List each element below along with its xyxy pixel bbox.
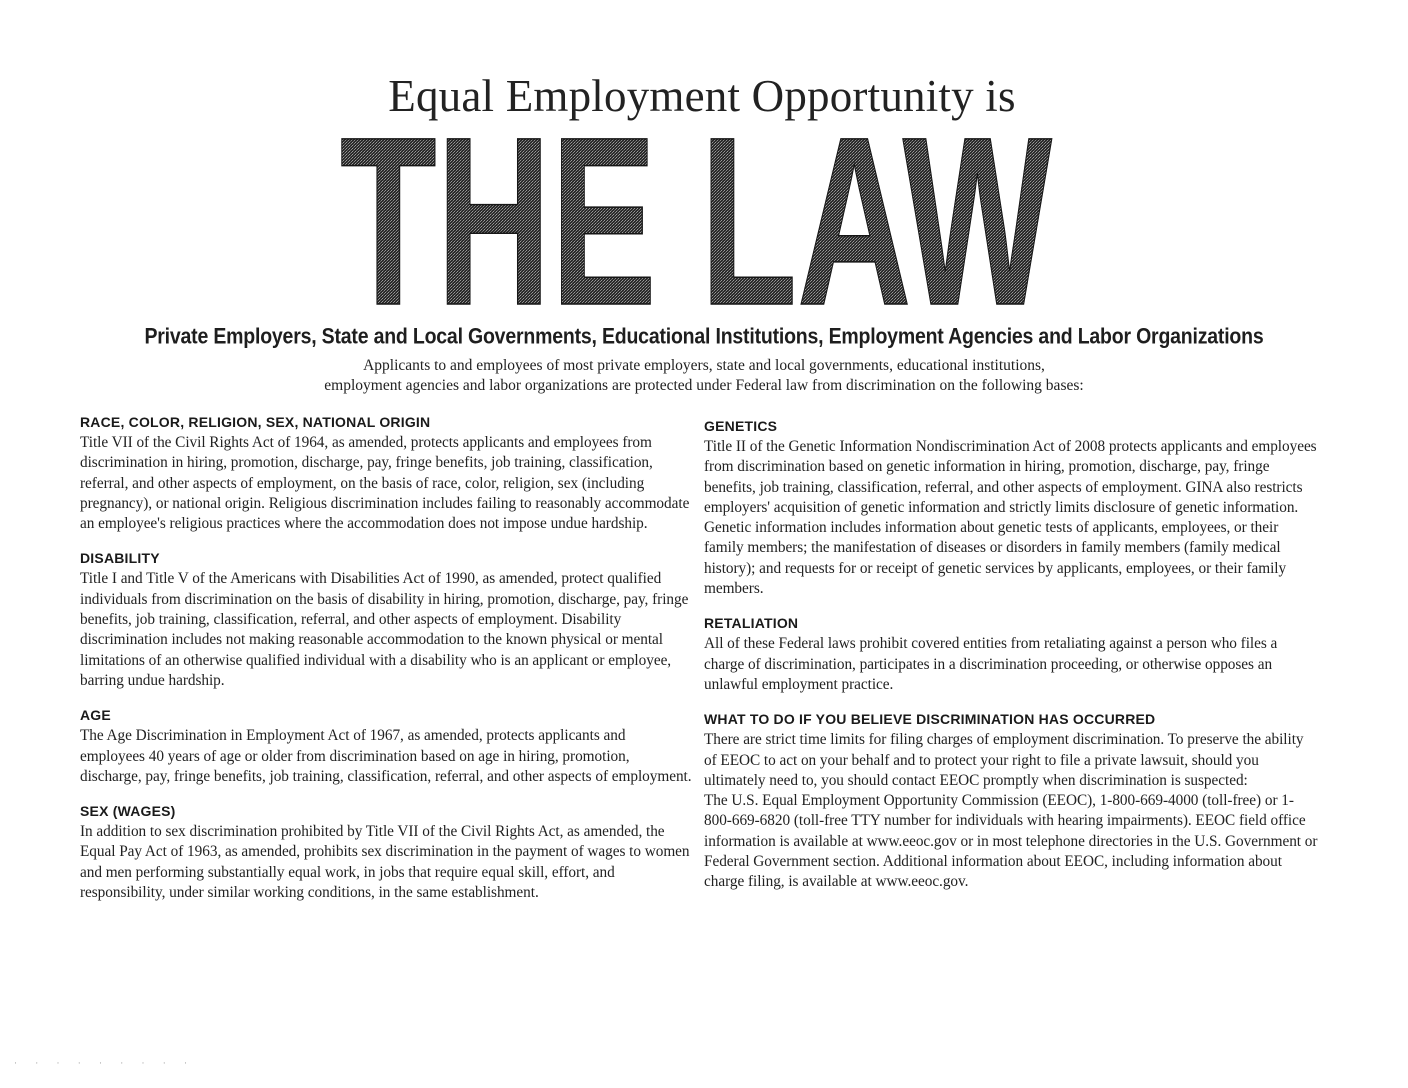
section-heading: AGE <box>80 707 111 724</box>
section-body: There are strict time limits for filing charges of employment discrimination. To preserve the ability of EEOC to act on your behalf and to protect your right to file a private lawsuit, should you ultimately need to, you should contact EEOC promptly when discrimination is suspected: <box>704 731 1304 789</box>
section-body-contact: The U.S. Equal Employment Opportunity Commission (EEOC), 1-800-669-4000 (toll-free) or 1-800-669-6820 (toll-free TTY number for individuals with hearing impairments). EEOC field office information is available at www.eeoc.gov or in most telephone directories in the U.S. Government or Federal Government section. Additional information about EEOC, including information about charge filing, is available at www.eeoc.gov. <box>704 792 1318 891</box>
section-retaliation <box>704 615 1318 695</box>
section-body: Title VII of the Civil Rights Act of 1964, as amended, protects applicants and employees from discrimination in hiring, promotion, discharge, pay, fringe benefits, job training, classification, referral, and other aspects of employment, on the basis of race, color, religion, sex (including pregnancy), or national origin. Religious discrimination includes failing to reasonably accommodate an employee's religious practices where the accommodation does not impose undue hardship. <box>80 434 690 533</box>
poster-main-title <box>336 122 1056 308</box>
section-body: The Age Discrimination in Employment Act of 1967, as amended, protects applicants and employees 40 years of age or older from discrimination based on age in hiring, promotion, discharge, pay, fringe benefits, job training, classification, referral, and other aspects of employment. <box>80 727 692 785</box>
section-heading: DISABILITY <box>80 550 160 567</box>
main-title-text: THE LAW <box>340 122 1053 308</box>
section-age <box>80 707 694 787</box>
section-heading: RETALIATION <box>704 615 799 632</box>
poster-pre-title: Equal Employment Opportunity is <box>388 71 1016 121</box>
intro-line-1: Applicants to and employees of most private employers, state and local governments, educational institutions, <box>363 357 1045 374</box>
main-title-graphic <box>336 122 1056 308</box>
section-heading: WHAT TO DO IF YOU BELIEVE DISCRIMINATION HAS OCCURRED <box>704 711 1156 728</box>
section-heading: GENETICS <box>704 418 778 434</box>
section-sex-wages <box>80 803 694 903</box>
poster-subtitle: Private Employers, State and Local Governments, Educational Institutions, Employment Agencies and Labor Organizations <box>144 324 1264 350</box>
left-column <box>80 414 694 919</box>
right-column <box>704 418 1318 909</box>
section-genetics <box>704 418 1318 599</box>
section-body: All of these Federal laws prohibit covered entities from retaliating against a person who files a charge of discrimination, participates in a discrimination proceeding, or otherwise opposes an unlawful employment practice. <box>704 635 1278 693</box>
section-body: Title II of the Genetic Information Nondiscrimination Act of 2008 protects applicants and employees from discrimination based on genetic information in hiring, promotion, discharge, pay, fringe benefits, job training, classification, referral, and other aspects of employment. GINA also restricts employers' acquisition of genetic information and strictly limits disclosure of genetic information. Genetic information includes information about genetic tests of applicants, employees, or their family members; the manifestation of diseases or disorders in family members (family medical history); and requests for or receipt of genetic services by applicants, employees, or their family members. <box>704 438 1317 598</box>
section-what-to-do <box>704 711 1318 892</box>
section-race-color-religion <box>80 414 694 534</box>
section-body: In addition to sex discrimination prohibited by Title VII of the Civil Rights Act, as amended, the Equal Pay Act of 1963, as amended, prohibits sex discrimination in the payment of wages to women and men performing substantially equal work, in jobs that require equal skill, effort, and responsibility, under similar working conditions, in the same establishment. <box>80 823 690 902</box>
section-heading: RACE, COLOR, RELIGION, SEX, NATIONAL ORIGIN <box>80 414 431 430</box>
section-disability <box>80 550 694 691</box>
section-heading: SEX (WAGES) <box>80 803 176 820</box>
section-body: Title I and Title V of the Americans with Disabilities Act of 1990, as amended, protect qualified individuals from discrimination on the basis of disability in hiring, promotion, discharge, pay, fringe benefits, job training, classification, referral, and other aspects of employment. Disability discrimination includes not making reasonable accommodation to the known physical or mental limitations of an otherwise qualified individual with a disability who is an applicant or employee, barring undue hardship. <box>80 570 689 689</box>
poster-intro <box>0 356 1408 396</box>
intro-line-2: employment agencies and labor organizations are protected under Federal law from discrimination on the following bases: <box>324 377 1084 394</box>
scan-specks: · · · · · · · · · <box>14 1058 195 1068</box>
